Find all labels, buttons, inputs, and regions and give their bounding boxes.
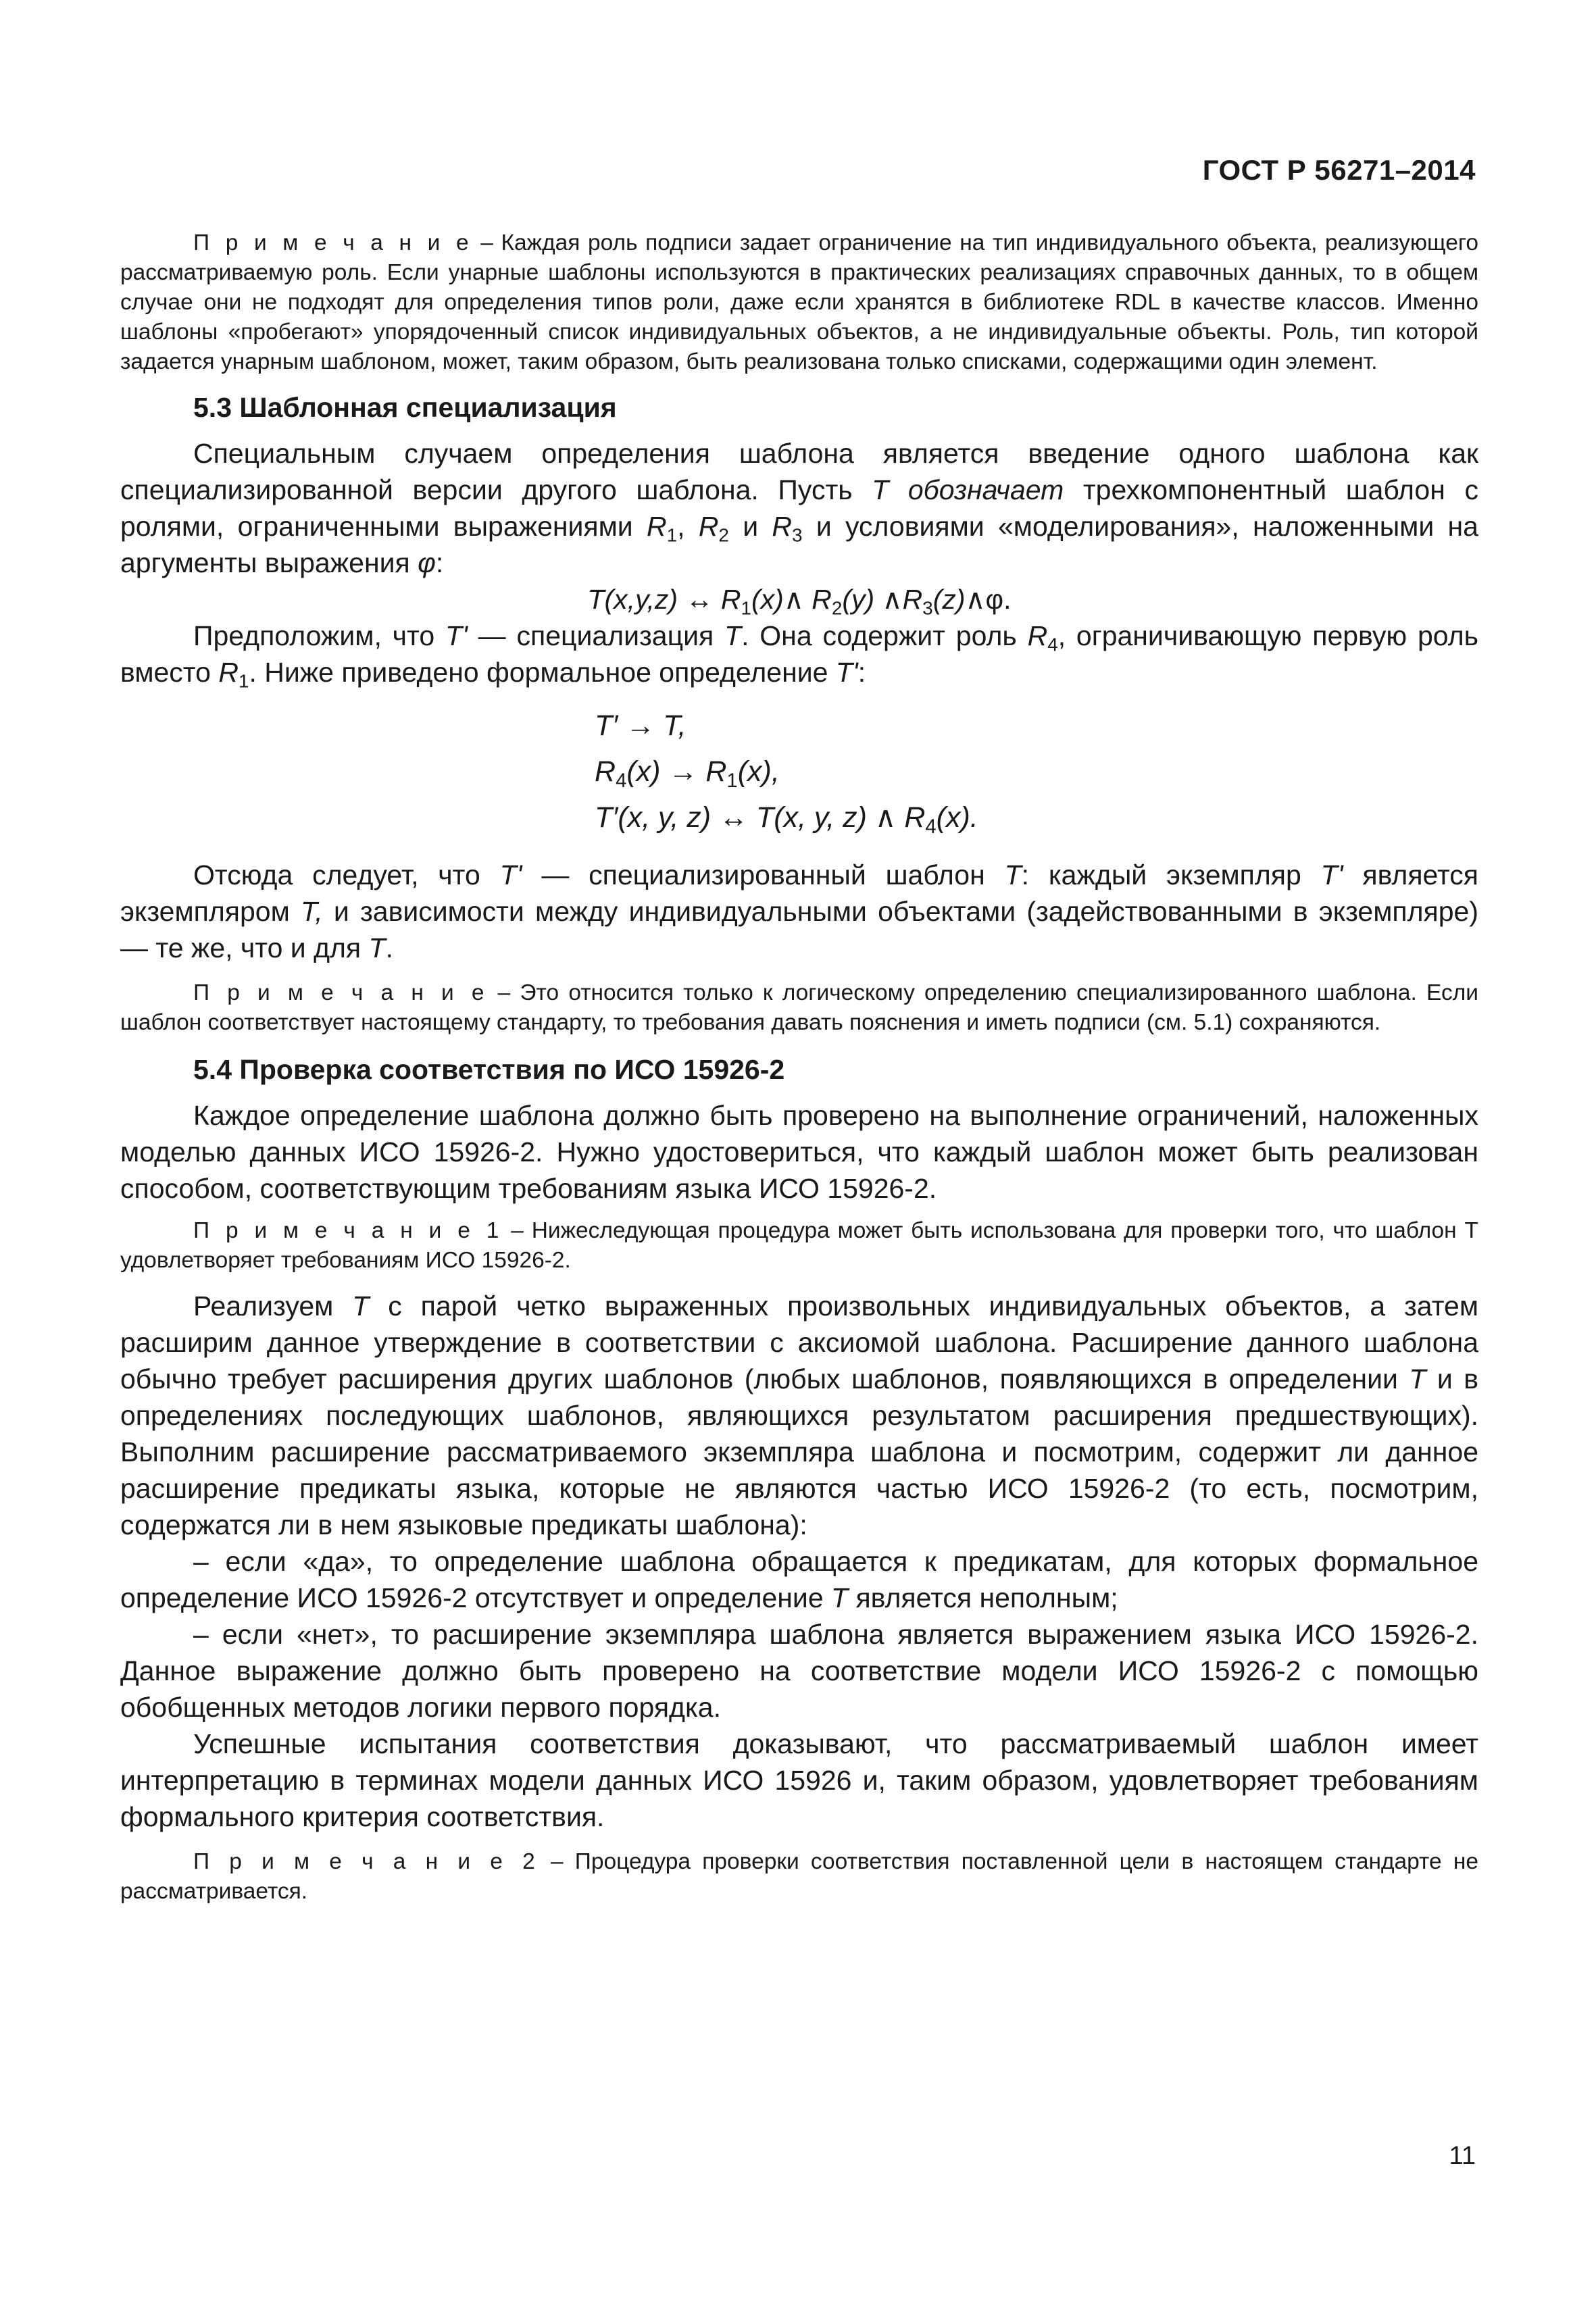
formula-line: T′(x, y, z) ↔ T(x, y, z) ∧ $R_4(x)$. [595,801,978,838]
note-logical-definition: П р и м е ч а н и е – Это относится только к логическому определению специализированного шаблона. Если шаблон соответствует настоящему стандарту, то требования давать пояснения и иметь подписи (см. 5.1) сохраняются. [120,980,1478,1035]
note-label: П р и м е ч а н и е [193,230,473,255]
note-procedure: П р и м е ч а н и е 1 – Нижеследующая процедура может быть использована для проверки того, что шаблон Т удовлетворяет требованиям ИСО 15926-2. [120,1218,1479,1273]
note-role-signature [120,228,1478,377]
list-item-yes: – если «да», то определение шаблона обращается к предикатам, для которых формальное определение ИСО 15926-2 отсутствует и определение T является неполным; [120,1546,1478,1613]
section-heading-5-3: 5.3 Шаблонная специализация [193,392,617,423]
page-number: 11 [1449,2142,1476,2170]
note-label: П р и м е ч а н и е 1 [193,1218,503,1243]
formula-template-axiom: T(x,y,z) ↔ $R_1(x)\wedge$ $R_2(y)$ $\wedge R_3(z)\wedge\varphi$. [587,584,1012,619]
note-label: П р и м е ч а н и е 2 [193,1849,539,1874]
note-label: П р и м е ч а н и е [193,980,489,1005]
list-item-no: – если «нет», то расширение экземпляра шаблона является выражением языка ИСО 15926-2. Данное выражение должно быть проверено на соответствие модели ИСО 15926-2 с помощью обобщенных методов логики первого порядка. [120,1619,1478,1723]
section-heading-5-4: 5.4 Проверка соответствия по ИСО 15926-2 [193,1054,785,1085]
paragraph-conformance-result: Успешные испытания соответствия доказывают, что рассматриваемый шаблон имеет интерпретацию в терминах модели данных ИСО 15926 и, таким образом, удовлетворяет требованиям формального критерия соответствия. [120,1728,1478,1832]
formula-line: $R_4(x) \to R_1(x)$, [595,755,780,792]
paragraph-5-3-intro: Специальным случаем определения шаблона является введение одного шаблона как специализированной версии другого шаблона. Пусть T обозначает трехкомпонентный шаблон с ролями, ограниченными выражениями $R_1$, $R_2$ и $R_3$ и условиями «моделирования», наложенными на аргументы выражения φ: [120,438,1478,578]
page-content [120,228,1478,1907]
paragraph-specialization-conclusion: Отсюда следует, что T' — специализированный шаблон T: каждый экземпляр T' является экземпляром T, и зависимости между индивидуальными объектами (задействованными в экземпляре) — те же, что и для T. [120,859,1479,963]
note-purpose-check: П р и м е ч а н и е 2 – Процедура проверки соответствия поставленной цели в настоящем стандарте не рассматривается. [120,1849,1478,1904]
note-text: – Каждая роль подписи задает ограничение на тип индивидуального объекта, реализующего рассматриваемую роль. Если унарные шаблоны используются в практических реализациях справочных данных, то в общем случае они не подходят для определения типов роли, даже если хранятся в библиотеке RDL в качестве классов. Именно шаблоны «пробегают» упорядоченный список индивидуальных объектов, а не индивидуальные объекты. Роль, тип которой задается унарным шаблоном, может, таким образом, быть реализована только списками, содержащими один элемент. [120,230,1478,374]
formula-specialization-definition [120,703,1478,840]
document-id: ГОСТ Р 56271–2014 [1202,154,1476,186]
paragraph-5-4-intro: Каждое определение шаблона должно быть проверено на выполнение ограничений, наложенных моделью данных ИСО 15926-2. Нужно удостовериться, что каждый шаблон может быть реализован способом, соответствующим требованиям языка ИСО 15926-2. [120,1100,1478,1204]
paragraph-specialization: Предположим, что T' — специализация T. Она содержит роль $R_4$, ограничивающую первую роль вместо $R_1$. Ниже приведено формальное определение T': [120,620,1478,692]
paragraph-expansion: Реализуем T с парой четко выраженных произвольных индивидуальных объектов, а затем расширим данное утверждение в соответствии с аксиомой шаблона. Расширение данного шаблона обычно требует расширения других шаблонов (любых шаблонов, появляющихся в определении T и в определениях последующих шаблонов, являющихся результатом расширения предшествующих). Выполним расширение рассматриваемого экземпляра шаблона и посмотрим, содержит ли данное расширение предикаты языка, которые не являются частью ИСО 15926-2 (то есть, посмотрим, содержатся ли в нем языковые предикаты шаблона): [120,1290,1479,1540]
formula-line: T′ → T, [595,709,687,742]
